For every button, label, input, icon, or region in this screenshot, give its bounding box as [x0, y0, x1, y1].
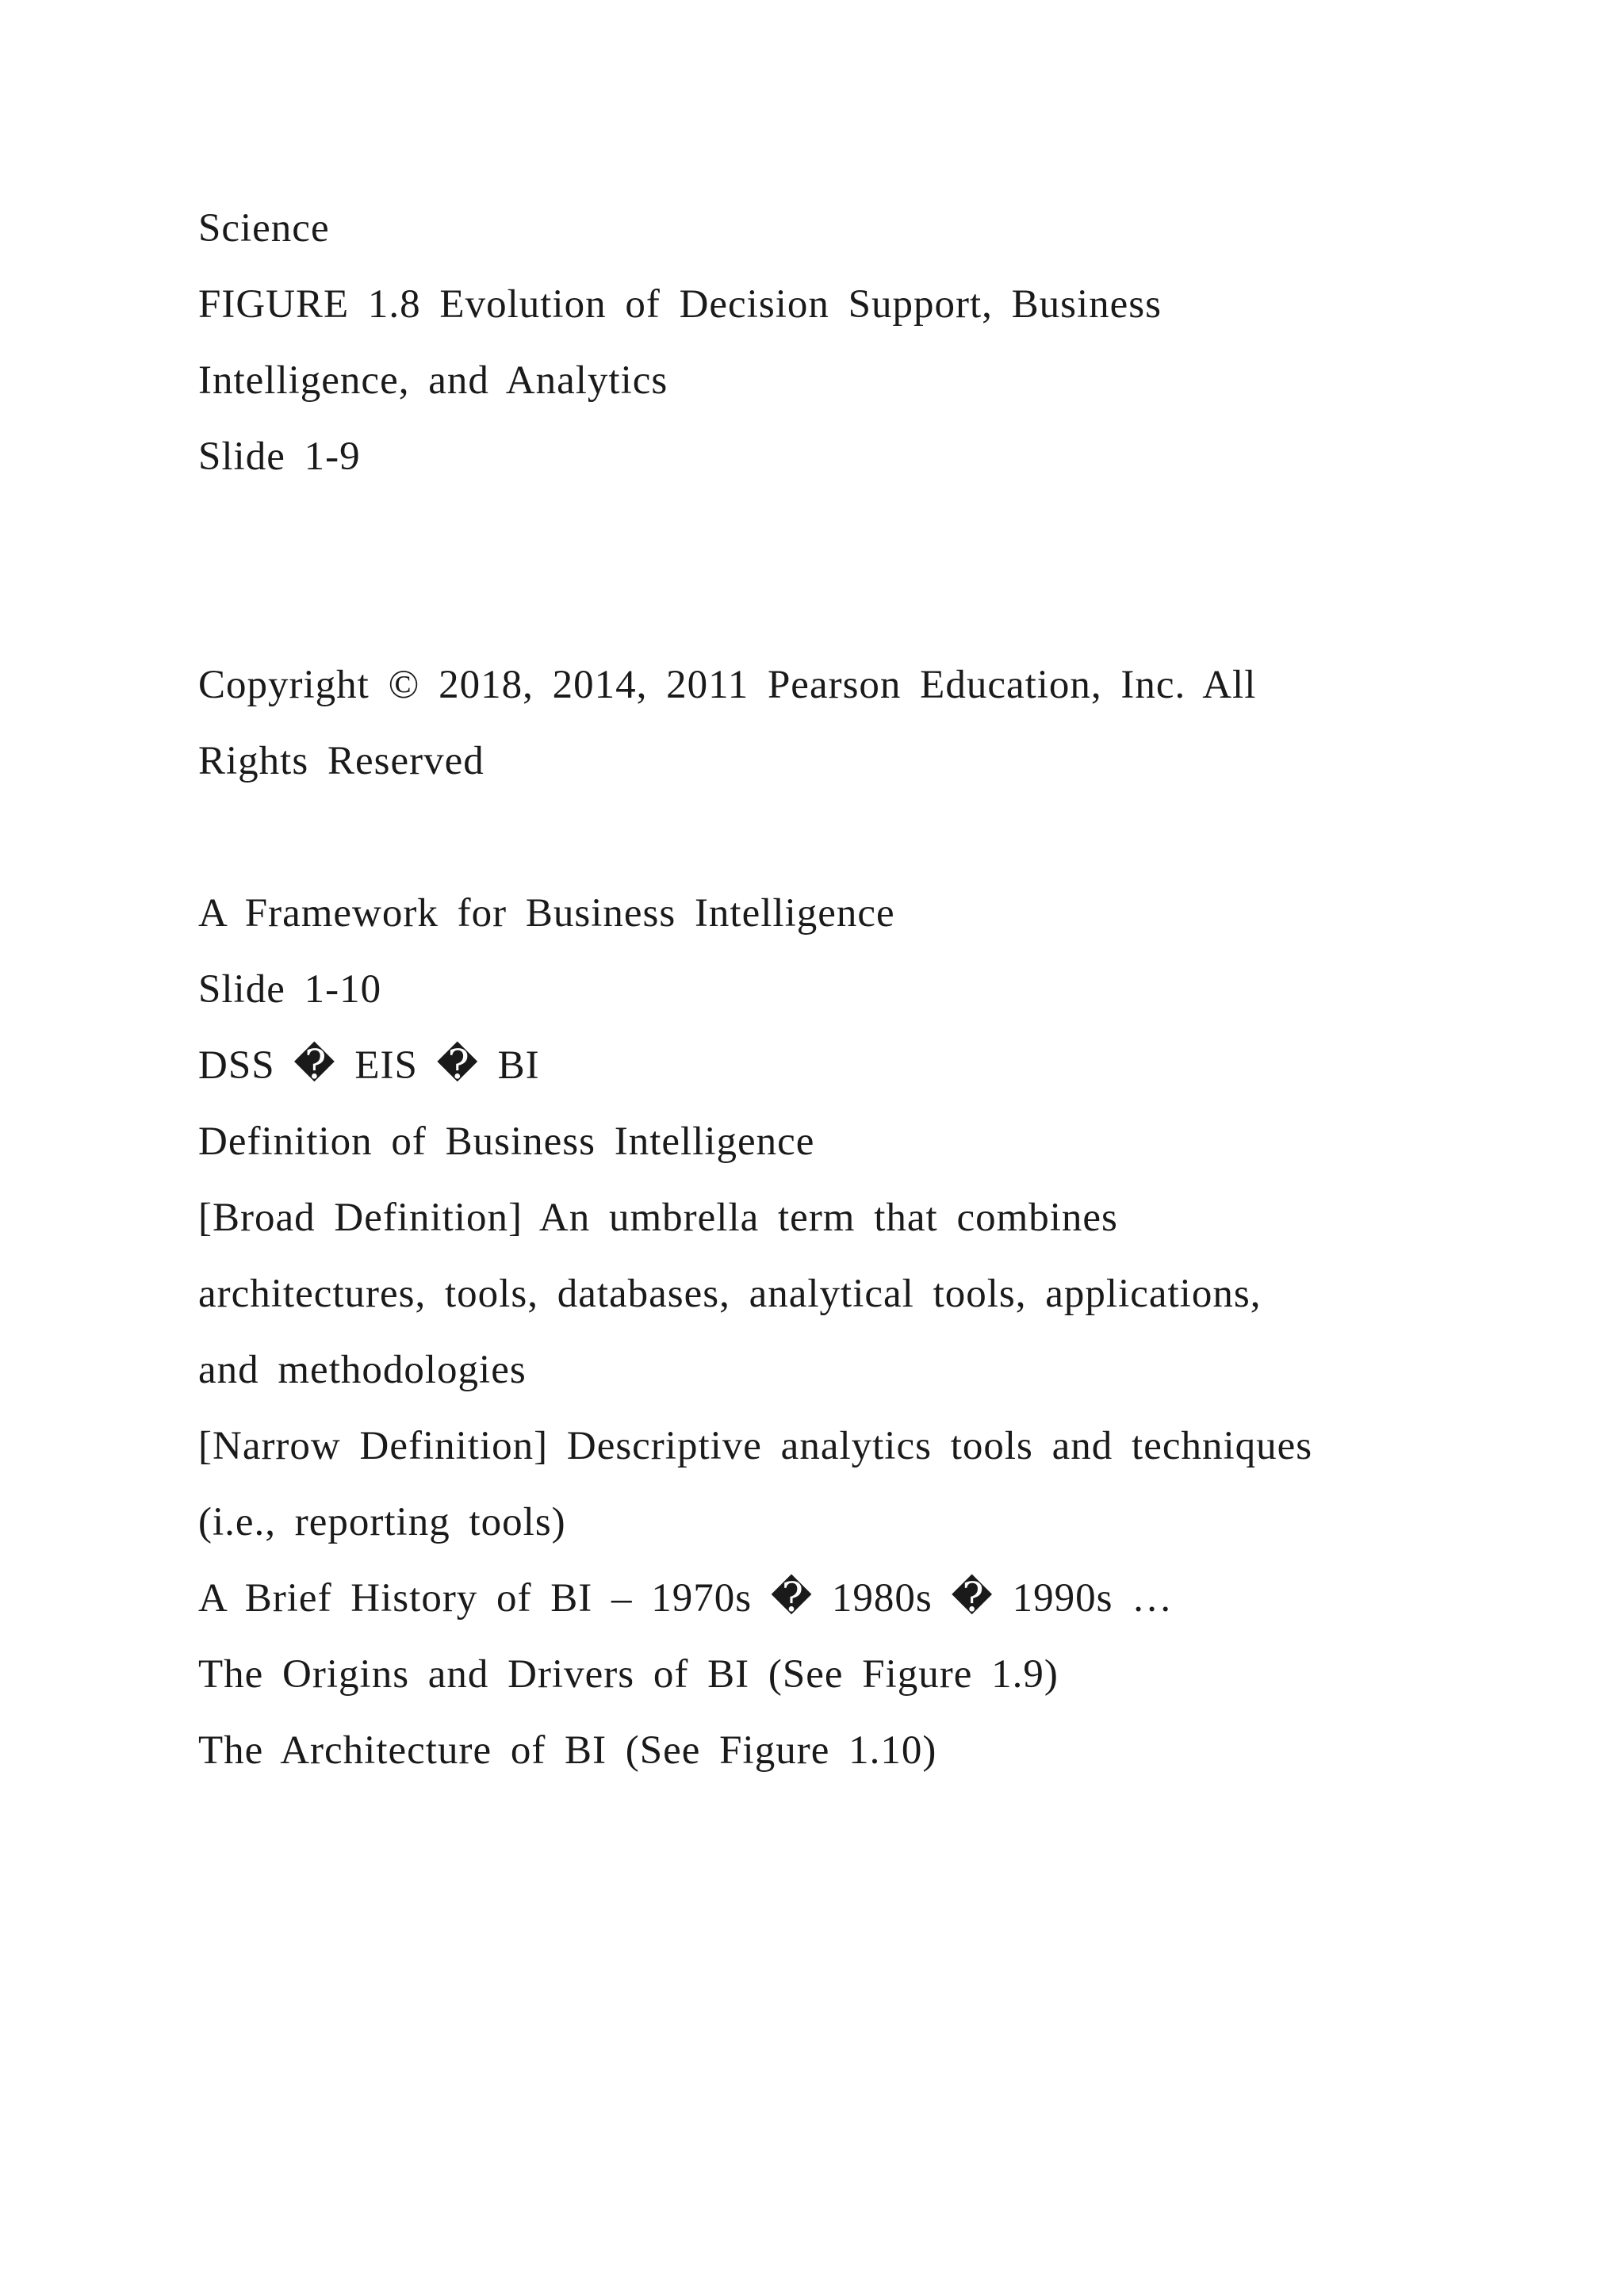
brief-history-line: A Brief History of BI – 1970s � 1980s � 1990s …	[198, 1576, 1174, 1621]
slide-number-1-10: Slide 1-10	[198, 967, 382, 1012]
narrow-definition-continued: (i.e., reporting tools)	[198, 1500, 566, 1544]
section-title: A Framework for Business Intelligence	[198, 891, 895, 936]
definition-heading: Definition of Business Intelligence	[198, 1119, 815, 1164]
slide-number-1-9: Slide 1-9	[198, 434, 361, 479]
origins-drivers-line: The Origins and Drivers of BI (See Figure 1.9)	[198, 1652, 1059, 1697]
broad-definition-continued: architectures, tools, databases, analytical tools, applications,	[198, 1272, 1262, 1316]
text-line-science: Science	[198, 206, 330, 251]
figure-caption-line: FIGURE 1.8 Evolution of Decision Support, Business	[198, 282, 1162, 327]
copyright-line-continued: Rights Reserved	[198, 739, 485, 783]
text-body	[198, 190, 1483, 1789]
broad-definition-end: and methodologies	[198, 1348, 527, 1392]
paragraph-spacer	[198, 495, 1483, 647]
copyright-line: Copyright © 2018, 2014, 2011 Pearson Education, Inc. All	[198, 663, 1257, 707]
broad-definition-line: [Broad Definition] An umbrella term that combines	[198, 1196, 1118, 1240]
paragraph-spacer	[198, 799, 1483, 875]
dss-eis-bi-line: DSS � EIS � BI	[198, 1043, 540, 1088]
narrow-definition-line: [Narrow Definition] Descriptive analytics tools and techniques	[198, 1424, 1313, 1468]
figure-caption-continued: Intelligence, and Analytics	[198, 358, 668, 403]
architecture-line: The Architecture of BI (See Figure 1.10)	[198, 1728, 937, 1773]
